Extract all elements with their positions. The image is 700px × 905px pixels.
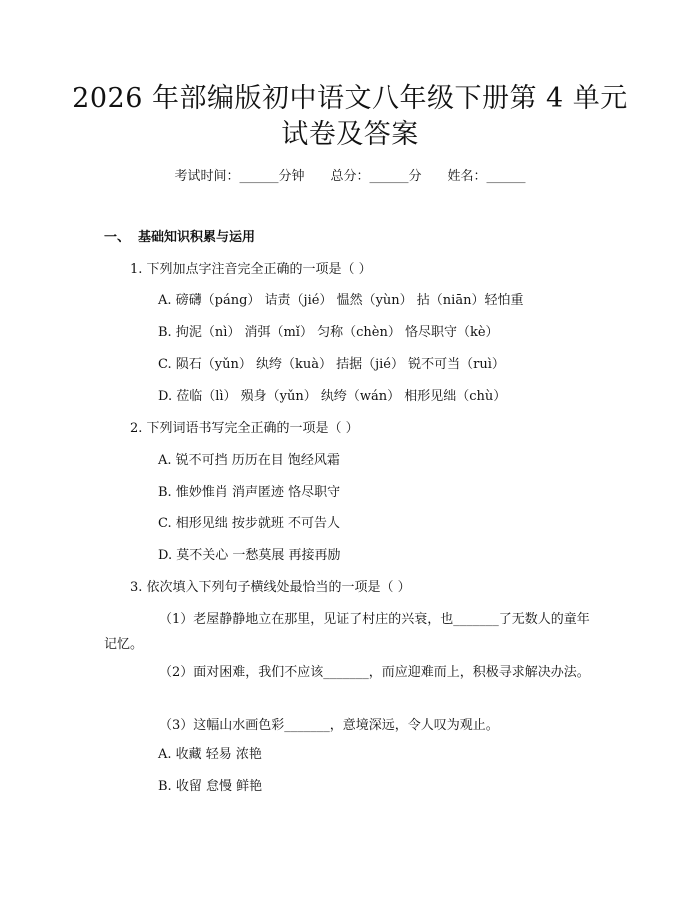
exam-time-field: 考试时间：______分钟 (174, 169, 305, 184)
question-3-stem: 3. 依次填入下列句子横线处最恰当的一项是（ ） (130, 580, 411, 595)
exam-meta (0, 167, 700, 187)
question-3-sentence-3: （3）这幅山水画色彩_______，意境深远，令人叹为观止。 (159, 718, 499, 733)
question-3-option-b: B. 收留 怠慢 鲜艳 (158, 779, 263, 794)
exam-title-line-1: 2026 年部编版初中语文八年级下册第 4 单元 (72, 83, 628, 114)
exam-title-line-2: 试卷及答案 (281, 119, 419, 150)
section-number: 一、 (104, 230, 131, 245)
question-2-option-d: D. 莫不关心 一愁莫展 再接再励 (158, 548, 341, 563)
question-1-option-a: A. 磅礴（páng） 诘责（jié） 愠然（yùn） 拈（niān）轻怕重 (158, 293, 524, 308)
question-3-sentence-2: （2）面对困难，我们不应该_______，而应迎难而上，积极寻求解决办法。 (159, 665, 590, 680)
question-1-stem: 1. 下列加点字注音完全正确的一项是（ ） (130, 262, 372, 277)
question-2-option-c: C. 相形见绌 按步就班 不可告人 (158, 516, 341, 531)
section-title: 基础知识积累与运用 (138, 230, 256, 245)
question-3-option-a: A. 收藏 轻易 浓艳 (158, 747, 262, 762)
question-3-sentence-1: （1）老屋静静地立在那里，见证了村庄的兴衰，也_______了无数人的童年记忆。 (104, 612, 590, 652)
question-1-option-d: D. 莅临（lì） 殒身（yǔn） 纨绔（wán） 相形见绌（chù） (158, 389, 507, 404)
question-2-option-a: A. 锐不可挡 历历在目 饱经风霜 (158, 453, 340, 468)
question-1-option-b: B. 拘泥（nì） 消弭（mǐ） 匀称（chèn） 恪尽职守（kè） (158, 325, 499, 340)
question-2-option-b: B. 惟妙惟肖 消声匿迹 恪尽职守 (158, 485, 341, 500)
exam-score-field: 总分：______分 (330, 169, 422, 184)
exam-name-field: 姓名：______ (447, 169, 526, 184)
question-2-stem: 2. 下列词语书写完全正确的一项是（ ） (130, 421, 359, 436)
question-1-option-c: C. 陨石（yǔn） 纨绔（kuà） 拮据（jié） 锐不可当（ruì） (158, 357, 505, 372)
section-heading (104, 228, 255, 248)
